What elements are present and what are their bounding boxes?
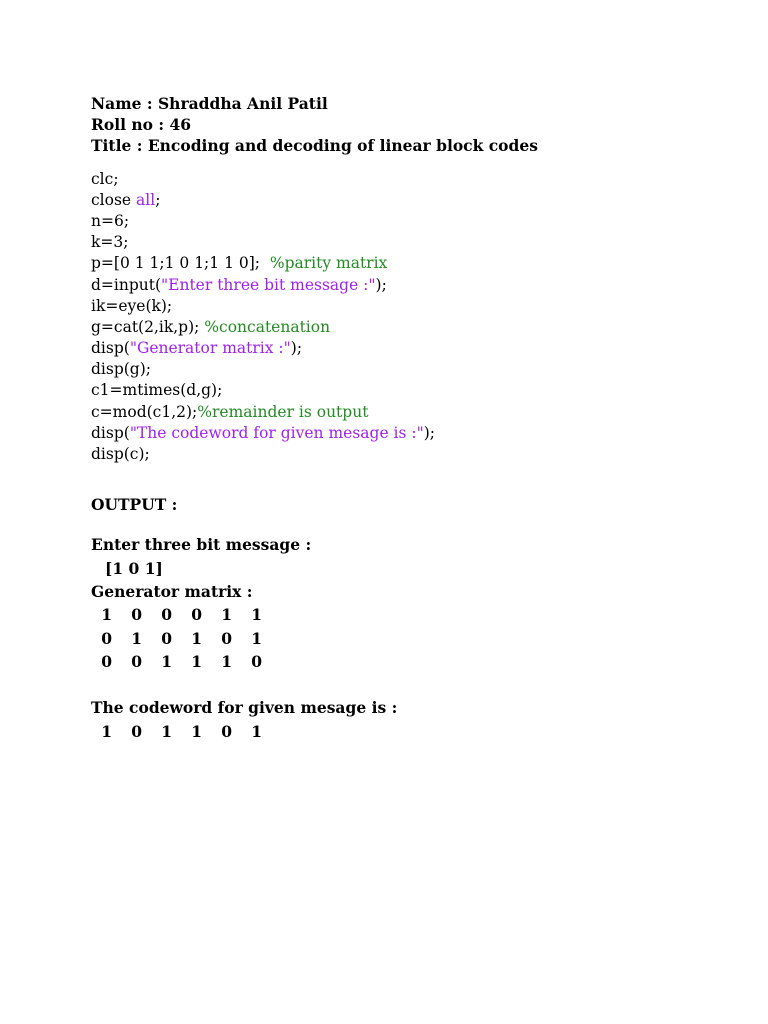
matrix-cell: 0 <box>101 628 112 648</box>
matrix-cell: 1 <box>251 721 262 741</box>
matrix-cell: 0 <box>161 628 172 648</box>
code-line <box>91 253 731 274</box>
matrix-row <box>91 627 731 650</box>
code-text: g=cat(2,ik,p); <box>91 317 205 336</box>
code-comment: %remainder is output <box>197 402 369 421</box>
code-text: ); <box>290 339 303 358</box>
matrix-cell: 1 <box>251 628 262 648</box>
code-line <box>91 338 731 359</box>
matrix-cell: 1 <box>221 605 232 625</box>
matrix-cell: 0 <box>251 651 262 671</box>
input-prompt: Enter three bit message : <box>91 535 312 555</box>
matrix-cell: 1 <box>191 628 202 648</box>
code-line <box>91 317 731 338</box>
matrix-cell: 0 <box>221 628 232 648</box>
input-value: [1 0 1] <box>105 558 163 578</box>
matrix-cell: 1 <box>101 721 112 741</box>
matrix-cell: 1 <box>191 721 202 741</box>
matrix-cell: 1 <box>161 651 172 671</box>
output-section <box>91 493 731 743</box>
code-text: d=input( <box>91 275 162 294</box>
code-string: "The codeword for given mesage is :" <box>129 423 424 442</box>
roll-number: Roll no : 46 <box>91 115 192 135</box>
matrix-cell: 0 <box>191 605 202 625</box>
matrix-row <box>91 603 731 626</box>
code-line: disp(g); <box>91 360 151 379</box>
matrix-cell: 1 <box>131 628 142 648</box>
matrix-cell: 0 <box>131 605 142 625</box>
code-line: clc; <box>91 169 119 188</box>
matrix-cell: 1 <box>101 605 112 625</box>
code-line <box>91 423 731 444</box>
matrix-cell: 0 <box>161 605 172 625</box>
code-line <box>91 275 731 296</box>
generator-label: Generator matrix : <box>91 582 253 602</box>
matrix-cell: 1 <box>221 651 232 671</box>
document-header <box>91 93 731 157</box>
code-line: n=6; <box>91 211 130 230</box>
code-string: "Enter three bit message :" <box>161 275 376 294</box>
codeword-label: The codeword for given mesage is : <box>91 698 398 718</box>
matrix-cell: 0 <box>221 721 232 741</box>
code-text: c=mod(c1,2); <box>91 402 198 421</box>
code-text: close <box>91 190 137 209</box>
matrix-row <box>91 650 731 673</box>
code-comment: %parity matrix <box>269 254 388 273</box>
document-content <box>91 93 731 743</box>
code-line: ik=eye(k); <box>91 296 173 315</box>
code-keyword: all <box>136 190 156 209</box>
code-text: ); <box>423 423 436 442</box>
matlab-code <box>91 169 731 466</box>
code-line <box>91 402 731 423</box>
codeword-vector <box>91 720 731 743</box>
matrix-cell: 0 <box>131 721 142 741</box>
code-text: disp( <box>91 339 130 358</box>
code-text: disp( <box>91 423 130 442</box>
student-name: Name : Shraddha Anil Patil <box>91 94 328 113</box>
code-line: c1=mtimes(d,g); <box>91 381 223 400</box>
matrix-cell: 0 <box>131 651 142 671</box>
code-text: p=[0 1 1;1 0 1;1 1 0]; <box>91 254 270 273</box>
code-text: ; <box>155 190 161 209</box>
document-title: Title : Encoding and decoding of linear block codes <box>91 136 538 156</box>
matrix-cell: 1 <box>161 721 172 741</box>
matrix-cell: 1 <box>251 605 262 625</box>
code-comment: %concatenation <box>204 317 331 336</box>
code-text: ); <box>375 275 387 294</box>
code-line: k=3; <box>91 233 129 252</box>
matrix-cell: 1 <box>191 651 202 671</box>
output-heading: OUTPUT : <box>91 495 178 515</box>
matrix-cell: 0 <box>101 651 112 671</box>
generator-matrix <box>91 603 731 673</box>
code-line <box>91 190 731 211</box>
code-line: disp(c); <box>91 445 150 463</box>
code-string: "Generator matrix :" <box>129 339 291 358</box>
matrix-row <box>91 720 731 743</box>
